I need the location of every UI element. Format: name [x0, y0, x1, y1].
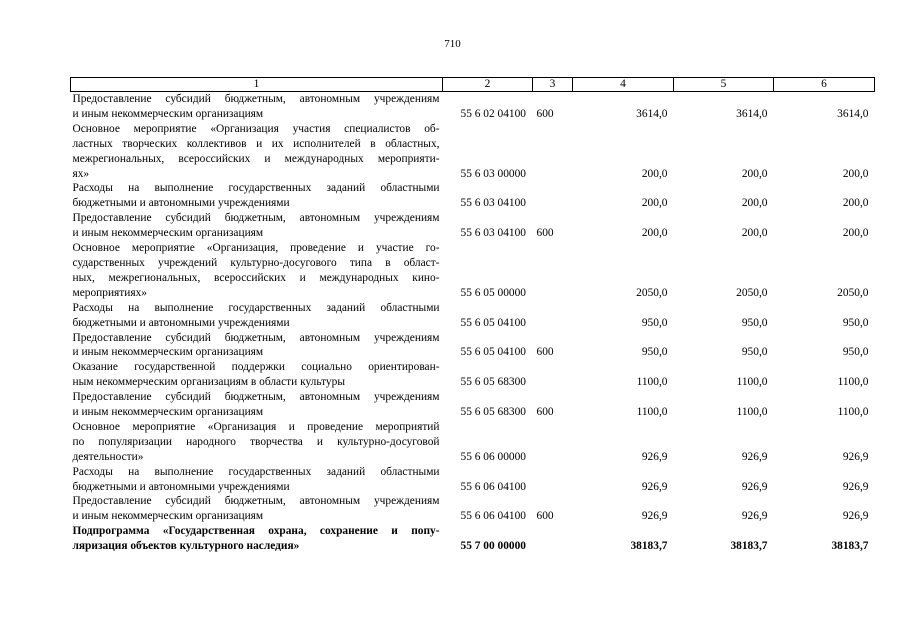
budget-code: 55 6 05 68300 — [460, 376, 526, 389]
expense-type-code: 600 — [536, 510, 554, 523]
amount-col-5: 926,9 — [741, 480, 768, 493]
column-header: 2 — [443, 78, 533, 92]
amount-col-6: 926,9 — [842, 450, 869, 463]
expense-type-code: 600 — [536, 346, 554, 359]
budget-code: 55 6 03 00000 — [460, 167, 526, 180]
budget-code: 55 6 05 04100 — [460, 316, 526, 329]
table-row — [71, 420, 875, 465]
table-row — [71, 301, 875, 331]
table-row — [71, 181, 875, 211]
amount-col-6: 926,9 — [842, 480, 869, 493]
row-name-line: Предоставление субсидий бюджетным, автономным учреждениям — [72, 212, 440, 225]
row-name — [71, 390, 443, 420]
budget-code: 55 6 06 00000 — [460, 450, 526, 463]
amount-col-4: 926,9 — [641, 510, 668, 523]
expense-type-code — [533, 524, 573, 554]
table-body — [71, 92, 875, 555]
budget-code: 55 6 02 04100 — [460, 107, 526, 120]
amount-col-4: 38183,7 — [630, 540, 668, 553]
column-header: 1 — [71, 78, 443, 92]
amount-col-5: 926,9 — [741, 450, 768, 463]
amount-col-4: 200,0 — [641, 167, 668, 180]
expense-type-code: 600 — [536, 406, 554, 419]
amount-col-5: 200,0 — [741, 167, 768, 180]
row-name-line: и иным некоммерческим организациям — [72, 406, 264, 419]
row-name-line: и иным некоммерческим организациям — [72, 227, 264, 240]
column-header: 4 — [573, 78, 674, 92]
table-row — [71, 465, 875, 495]
expense-type-code: 600 — [536, 227, 554, 240]
amount-col-5: 950,0 — [741, 316, 768, 329]
budget-code: 55 7 00 00000 — [460, 540, 526, 553]
column-header: 6 — [774, 78, 875, 92]
budget-code: 55 6 05 04100 — [460, 346, 526, 359]
amount-col-6: 950,0 — [842, 316, 869, 329]
row-name-line: Оказание государственной поддержки социально ориентирован- — [72, 361, 440, 374]
budget-code: 55 6 06 04100 — [460, 480, 526, 493]
expense-type-code — [533, 465, 573, 495]
amount-col-6: 38183,7 — [831, 540, 869, 553]
amount-col-5: 926,9 — [741, 510, 768, 523]
amount-col-6: 2050,0 — [837, 286, 869, 299]
budget-code: 55 6 05 68300 — [460, 406, 526, 419]
budget-code: 55 6 03 04100 — [460, 197, 526, 210]
row-name-line: и иным некоммерческим организациям — [72, 510, 264, 523]
amount-col-4: 926,9 — [641, 480, 668, 493]
amount-col-4: 1100,0 — [636, 376, 668, 389]
amount-col-5: 38183,7 — [730, 540, 768, 553]
row-name-line: ляризация объектов культурного наследия» — [72, 540, 300, 553]
row-name — [71, 465, 443, 495]
amount-col-4: 200,0 — [641, 197, 668, 210]
budget-code: 55 6 05 00000 — [460, 286, 526, 299]
row-name-line: бюджетными и автономными учреждениями — [72, 480, 290, 493]
row-name — [71, 301, 443, 331]
row-name-line: бюджетными и автономными учреждениями — [72, 197, 290, 210]
amount-col-5: 2050,0 — [736, 286, 768, 299]
row-name-line: межрегиональных, всероссийских и международных мероприяти- — [72, 152, 440, 165]
amount-col-4: 2050,0 — [636, 286, 668, 299]
row-name-line: Предоставление субсидий бюджетным, автономным учреждениям — [72, 391, 440, 404]
table-row — [71, 241, 875, 301]
amount-col-6: 1100,0 — [837, 406, 869, 419]
expense-type-code — [533, 420, 573, 465]
row-name-line: Основное мероприятие «Организация участия специалистов об- — [72, 122, 440, 135]
amount-col-6: 200,0 — [842, 227, 869, 240]
amount-col-5: 950,0 — [741, 346, 768, 359]
row-name-line: ных, межрегиональных, всероссийских и международных кино- — [72, 271, 440, 284]
row-name-line: и иным некоммерческим организациям — [72, 107, 264, 120]
row-name — [71, 92, 443, 122]
row-name-line: Расходы на выполнение государственных заданий областными — [72, 182, 440, 195]
amount-col-6: 3614,0 — [837, 107, 869, 120]
header-row — [71, 78, 875, 92]
amount-col-6: 950,0 — [842, 346, 869, 359]
amount-col-6: 1100,0 — [837, 376, 869, 389]
row-name-line: Предоставление субсидий бюджетным, автономным учреждениям — [72, 495, 440, 508]
row-name-line: бюджетными и автономными учреждениями — [72, 316, 290, 329]
table-row — [71, 390, 875, 420]
expense-type-code — [533, 301, 573, 331]
page-number: 710 — [444, 38, 461, 50]
row-name-line: Расходы на выполнение государственных заданий областными — [72, 465, 440, 478]
budget-table — [70, 77, 875, 554]
row-name-line: Основное мероприятие «Организация, проведение и участие го- — [72, 242, 440, 255]
row-name — [71, 181, 443, 211]
row-name-line: сударственных учреждений культурно-досугового типа в област- — [72, 256, 440, 269]
table-row — [71, 92, 875, 122]
row-name — [71, 241, 443, 301]
expense-type-code — [533, 122, 573, 182]
row-name-line: Подпрограмма «Государственная охрана, сохранение и попу- — [72, 525, 440, 538]
amount-col-4: 200,0 — [641, 227, 668, 240]
table-row — [71, 122, 875, 182]
amount-col-4: 926,9 — [641, 450, 668, 463]
table-row — [71, 331, 875, 361]
amount-col-6: 926,9 — [842, 510, 869, 523]
column-header: 3 — [533, 78, 573, 92]
amount-col-4: 950,0 — [641, 316, 668, 329]
row-name-line: деятельности» — [72, 450, 144, 463]
row-name — [71, 211, 443, 241]
row-name — [71, 420, 443, 465]
amount-col-5: 1100,0 — [736, 376, 768, 389]
budget-code: 55 6 03 04100 — [460, 227, 526, 240]
amount-col-5: 3614,0 — [736, 107, 768, 120]
amount-col-4: 1100,0 — [636, 406, 668, 419]
row-name-line: мероприятиях» — [72, 286, 147, 299]
amount-col-6: 200,0 — [842, 197, 869, 210]
amount-col-4: 950,0 — [641, 346, 668, 359]
amount-col-5: 200,0 — [741, 197, 768, 210]
row-name — [71, 122, 443, 182]
row-name — [71, 524, 443, 554]
row-name-line: ях» — [72, 167, 90, 180]
table-row — [71, 524, 875, 554]
amount-col-4: 3614,0 — [636, 107, 668, 120]
row-name-line: по популяризации народного творчества и культурно-досуговой — [72, 435, 440, 448]
amount-col-6: 200,0 — [842, 167, 869, 180]
amount-col-5: 200,0 — [741, 227, 768, 240]
row-name-line: Предоставление субсидий бюджетным, автономным учреждениям — [72, 93, 440, 105]
row-name — [71, 360, 443, 390]
row-name — [71, 331, 443, 361]
table-row — [71, 360, 875, 390]
row-name-line: и иным некоммерческим организациям — [72, 346, 264, 359]
budget-code: 55 6 06 04100 — [460, 510, 526, 523]
expense-type-code: 600 — [536, 107, 554, 120]
expense-type-code — [533, 181, 573, 211]
column-header: 5 — [674, 78, 774, 92]
expense-type-code — [533, 241, 573, 301]
row-name-line: Предоставление субсидий бюджетным, автономным учреждениям — [72, 331, 440, 344]
row-name — [71, 494, 443, 524]
row-name-line: Основное мероприятие «Организация и проведение мероприятий — [72, 420, 440, 433]
row-name-line: ным некоммерческим организациям в области культуры — [72, 376, 345, 389]
table-row — [71, 494, 875, 524]
table-row — [71, 211, 875, 241]
row-name-line: Расходы на выполнение государственных заданий областными — [72, 301, 440, 314]
row-name-line: ластных творческих коллективов и их исполнителей в областных, — [72, 137, 440, 150]
amount-col-5: 1100,0 — [736, 406, 768, 419]
expense-type-code — [533, 360, 573, 390]
